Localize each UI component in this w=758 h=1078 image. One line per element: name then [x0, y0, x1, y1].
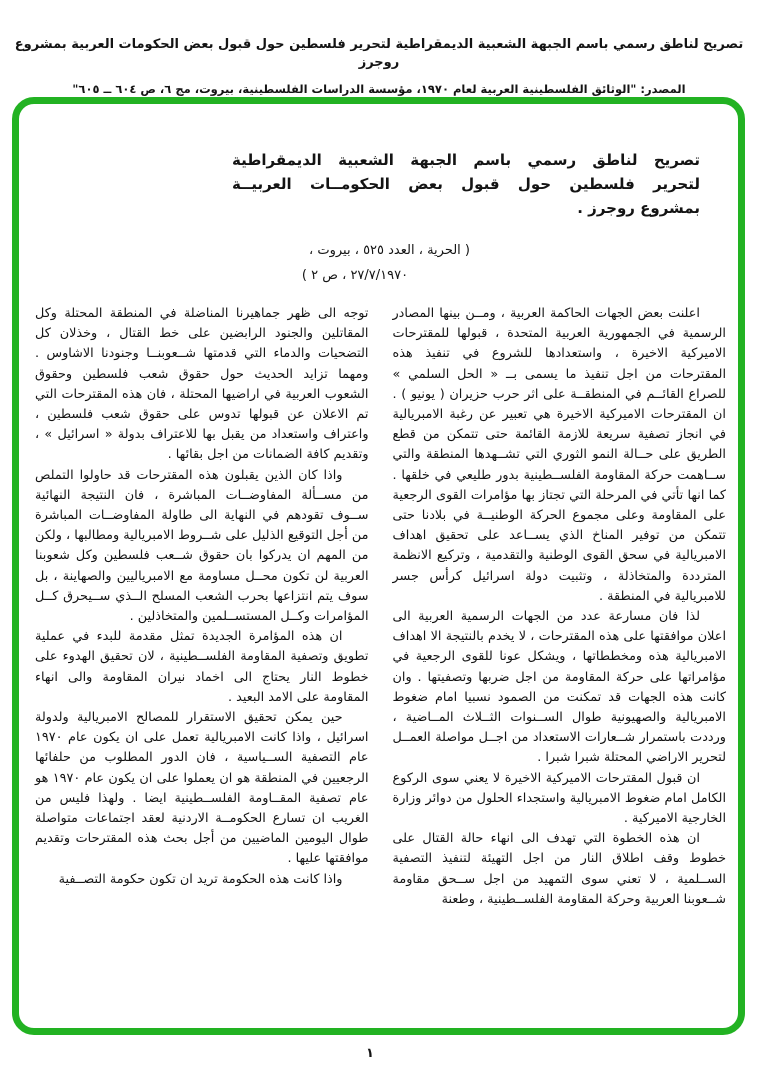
- statement-title-line-1: تصريح لناطق رسمي باسم الجبهة الشعبية الديمقراطية: [232, 151, 700, 169]
- statement-title-line-3: بمشروع روجرز .: [577, 199, 700, 217]
- column-left: [35, 304, 369, 910]
- paragraph: واذا كان الذين يقبلون هذه المقترحات قد حاولوا التملص من مســألة المفاوضــات المباشرة ، فان النتيجة النهائية ســوف تقودهم في النهاية الى طاولة المفاوضــات المباشرة من أجل التوقيع الذليل على شــروط الامبريالية ومطالبها ، ولكن من المهم ان يدركوا بان حقوق شــعب فلسطين وكل شعوبنا العربية لن تكون محــل مساومة مع الامبرياليين والصهاينة ، بل سوف يتم انتزاعها بحرب الشعب المسلح الــذي ســيحرق كــل المؤامرات وكــل المستســلمين والمتخاذلين .: [35, 467, 369, 625]
- document-header: [0, 0, 758, 97]
- header-source-line: المصدر: "الوثائق الفلسطينية العربية لعام ١٩٧٠، مؤسسة الدراسات الفلسطينية، بيروت، مج ٦، ص ٦٠٤ ــ ٦٠٥": [72, 82, 686, 96]
- citation-block: [240, 238, 470, 288]
- statement-title: [232, 148, 700, 220]
- frame-content: [19, 104, 738, 1028]
- body-columns: [29, 304, 728, 910]
- paragraph: توجه الى ظهر جماهيرنا المناضلة في المنطقة المحتلة وكل المقاتلين والجنود الرابضين على خط القتال ، وخذلان كل التضحيات والدماء التي قدمتها شــعوبنــا وجنودنا الاشاوس . ومهما تزايد الحديث حول حقوق شعب فلسطين وحقوق الشعوب العربية في اراضيها المحتلة ، فان هذه المقترحات التي تم الاعلان عن قبولها تدوس على حقوق شعب فلسطين ، واعتراف واستعداد من يقبل بها للاعتراف بدولة « اسرائيل » ، وتقديم كافة الضمانات من اجل بقائها .: [35, 306, 369, 463]
- paragraph: ان قبول المقترحات الاميركية الاخيرة لا يعني سوى الركوع الكامل امام ضغوط الامبريالية واستجداء الحلول من دوائر وزارة الخارجية الاميركية .: [392, 770, 726, 827]
- paragraph: لذا فان مسارعة عدد من الجهات الرسمية العربية الى اعلان موافقتها على هذه المقترحات ، لا يخدم بالنتيجة الا اهداف الامبريالية هذه ومخططاتها ، ويشكل عونا للقوى الرجعية في مؤامراتها على حركة المقاومة من اجل ضربها وتصفيتها . وان كانت هذه الجهات قد تمكنت من الصمود نسبيا امام ضغوط الامبريالية والصهيونية طوال الســنوات الثــلاث المــاضية ، ورددت باستمرار شــعارات الاستعداد من اجــل مواصلة العمــل لتحرير الاراضي المحتلة شبرا شبرا .: [392, 609, 726, 766]
- statement-title-line-2: لتحرير فلسطين حول قبول بعض الحكومــات العربيــة: [232, 175, 700, 193]
- paragraph: ان هذه الخطوة التي تهدف الى انهاء حالة القتال على خطوط وقف اطلاق النار من اجل التهيئة لتنفيذ التصفية الســلمية ، لا تعني سوى التمهيد من اجل ســحق مقاومة شــعوبنا العربية وحركة المقاومة الفلســطينية ، وطعنة: [392, 831, 726, 907]
- paragraph: ان هذه المؤامرة الجديدة تمثل مقدمة للبدء في عملية تطويق وتصفية المقاومة الفلســطينية ، لان تحقيق الهدوء على خطوط النار يحتاج الى اخماد نيران المقاومة والى انهاء المقاومة على الامد البعيد .: [35, 629, 369, 705]
- page-number: ١: [366, 1046, 374, 1061]
- paragraph: واذا كانت هذه الحكومة تريد ان تكون حكومة التصــفية: [58, 871, 343, 887]
- paragraph: حين يمكن تحقيق الاستقرار للمصالح الامبريالية ولدولة اسرائيل ، واذا كانت الامبريالية تعمل على ان يكون عام ١٩٧٠ عام التصفية الســياسية ، فان الدور المطلوب من حلفائها الرجعيين في المنطقة هو ان يعملوا على ان يكون عام ١٩٧٠ هو عام تصفية المقــاومة الفلســطينية ايضا . ولهذا فليس من الغريب ان تسارع الحكومــة الاردنية لعقد اجتماعات متواصلة طوال اليومين الماضيين من أجل بحث هذه المقترحات وتقديم موافقتها عليها .: [35, 710, 369, 867]
- green-document-frame: [12, 97, 745, 1035]
- citation-line-2: ٢٧/٧/١٩٧٠ ، ص ٢ ): [301, 268, 409, 283]
- column-right: [393, 304, 727, 910]
- citation-line-1: ( الحرية ، العدد ٥٢٥ ، بيروت ،: [309, 243, 470, 258]
- header-title: تصريح لناطق رسمي باسم الجبهة الشعبية الديمقراطية لتحرير فلسطين حول قبول بعض الحكومات العربية بمشروع روجرز: [14, 37, 744, 70]
- paragraph: اعلنت بعض الجهات الحاكمة العربية ، ومــن بينها المصادر الرسمية في الجمهورية العربية المتحدة ، قبولها للمقترحات الاميركية الاخيرة ، واستعدادها للشروع في تنفيذ هذه المقترحات من اجل تنفيذ ما يسمى بــ « الحل السلمي » للصراع القائــم في المنطقــة على اثر حرب حزيران ( يونيو ) . ان المقترحات الاميركية الاخيرة هي تعبير عن رغبة الامبريالية في انجاز تصفية سريعة للازمة القائمة حتى تتمكن من قطع الطريق على حــالة النمو الثوري التي تشــهدها المنطقة والتي ســاهمت حركة المقاومة الفلســطينية بدور طليعي في خلقها . كما انها تأتي في المرحلة التي تجتاز بها مؤامرات القوى الرجعية على المقاومة وعلى مجموع الحركة الوطنيــة في بلادنا حتى تتمكن من توفير المناخ الذي يســاعد على تحقيق اهداف الامبريالية في سحق القوى الوطنية والتقدمية ، وتركيع الانظمة المترددة والمتخاذلة ، وتثبيت دولة اسرائيل كرأس جسر للامبريالية في المنطقة .: [392, 306, 726, 604]
